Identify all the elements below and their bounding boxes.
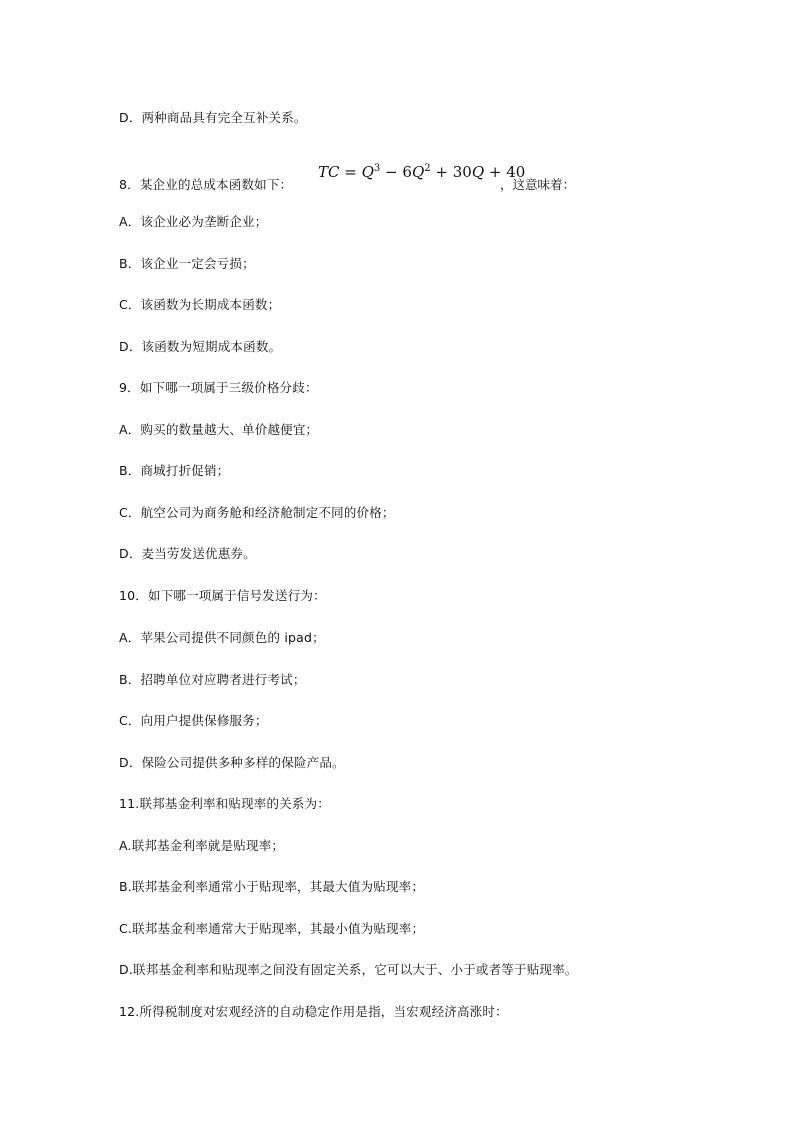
line-q11-stem: 11.联邦基金利率和贴现率的关系为： bbox=[119, 796, 330, 811]
line-q11-b: B.联邦基金利率通常小于贴现率，其最大值为贴现率； bbox=[119, 879, 425, 894]
line-q9-c: C．航空公司为商务舱和经济舱制定不同的价格； bbox=[119, 505, 395, 520]
line-q11-a: A.联邦基金利率就是贴现率； bbox=[119, 838, 285, 853]
line-q8-a: A．该企业必为垄断企业； bbox=[119, 214, 268, 229]
line-q10-d: D．保险公司提供多种多样的保险产品。 bbox=[119, 755, 345, 770]
line-q7-d: D．两种商品具有完全互补关系。 bbox=[119, 110, 307, 125]
line-q10-b: B．招聘单位对应聘者进行考试； bbox=[119, 672, 306, 687]
line-q11-d: D.联邦基金利率和贴现率之间没有固定关系，它可以大于、小于或者等于贴现率。 bbox=[119, 962, 578, 977]
line-q9-a: A．购买的数量越大、单价越便宜； bbox=[119, 422, 319, 437]
line-q8-c: C．该函数为长期成本函数； bbox=[119, 297, 281, 312]
line-q10-a: A．苹果公司提供不同颜色的 ipad； bbox=[119, 630, 325, 645]
line-q12-stem: 12.所得税制度对宏观经济的自动稳定作用是指，当宏观经济高涨时： bbox=[119, 1004, 508, 1019]
line-q8-tail: ，这意味着： bbox=[500, 177, 576, 192]
line-q9-b: B．商城打折促销； bbox=[119, 463, 230, 478]
line-q8-stem: 8．某企业的总成本函数如下： bbox=[119, 177, 293, 192]
line-q9-stem: 9．如下哪一项属于三级价格分歧： bbox=[119, 380, 318, 395]
line-q8-d: D．该函数为短期成本函数。 bbox=[119, 339, 282, 354]
line-q8-b: B．该企业一定会亏损； bbox=[119, 256, 255, 271]
line-q10-c: C．向用户提供保修服务； bbox=[119, 713, 268, 728]
line-q11-c: C.联邦基金利率通常大于贴现率，其最小值为贴现率； bbox=[119, 921, 425, 936]
cost-function-formula: TC = $Q^3 - 6Q^2 + 30Q + 40$ bbox=[318, 163, 526, 181]
line-q9-d: D．麦当劳发送优惠券。 bbox=[119, 546, 256, 561]
line-q10-stem: 10．如下哪一项属于信号发送行为： bbox=[119, 588, 326, 603]
